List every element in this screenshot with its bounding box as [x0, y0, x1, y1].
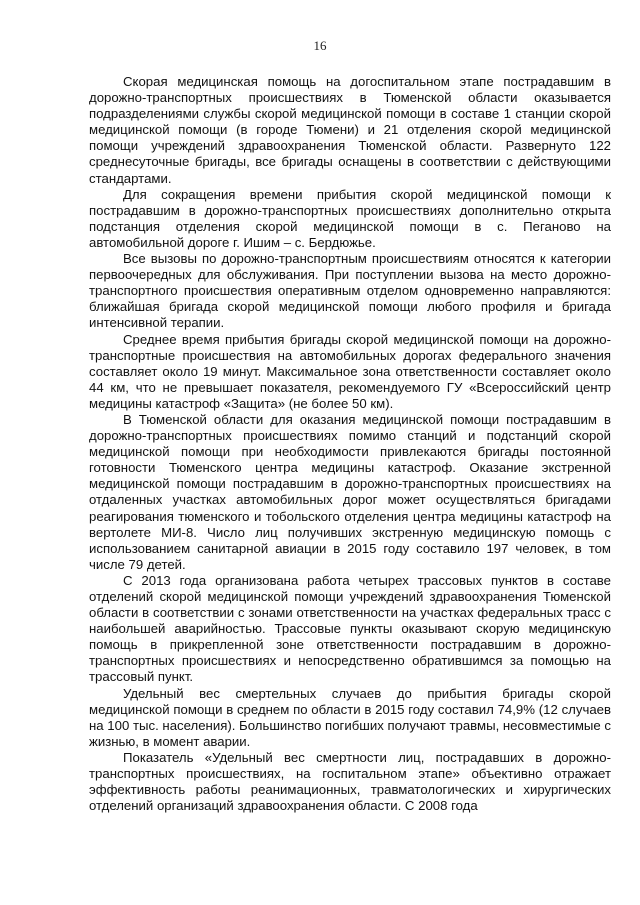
document-body — [89, 74, 611, 814]
paragraph-ambulance-service: Скорая медицинская помощь на догоспитальном этапе пострадавшим в дорожно-транспортных происшествиях в Тюменской области оказывается подразделениями службы скорой медицинской помощи в составе 1 станции скорой медицинской помощи (в городе Тюмени) и 21 отделения скорой медицинской помощи учреждений здравоохранения Тюменской области. Развернуто 122 среднесуточные бригады, все бригады оснащены в соответствии с действующими стандартами. — [89, 74, 611, 186]
paragraph-arrival-time: Среднее время прибытия бригады скорой медицинской помощи на дорожно-транспортные происшествия на автомобильных дорогах федерального значения составляет около 19 минут. Максимальное зона ответственности составляет около 44 км, что не превышает показателя, рекомендуемого ГУ «Всероссийский центр медицины катастроф «Защита» (не более 50 км). — [89, 331, 611, 411]
page-number: 16 — [313, 38, 327, 53]
paragraph-highway-points: С 2013 года организована работа четырех трассовых пунктов в составе отделений скорой медицинской помощи учреждений здравоохранения Тюменской области в соответствии с зонами ответственности на участках федеральных трасс с наибольшей аварийностью. Трассовые пункты оказывают скорую медицинскую помощь в прикрепленной зоне ответственности пострадавшим в дорожно-транспортных происшествиях и непосредственно обратившимся за помощью на трассовый пункт. — [89, 572, 611, 685]
paragraph-disaster-medicine: В Тюменской области для оказания медицинской помощи пострадавшим в дорожно-транспортных происшествиях помимо станций и подстанций скорой медицинской помощи при необходимости привлекаются бригады постоянной готовности Тюменского центра медицины катастроф. Оказание экстренной медицинской помощи пострадавшим в дорожно-транспортных происшествиях на отдаленных участках автомобильных дорог может осуществляться бригадами реагирования тюменского и тобольского отделения центра медицины катастроф на вертолете МИ-8. Число лиц получивших экстренную медицинскую помощь с использованием санитарной авиации в 2015 году составило 197 человек, в том числе 79 детей. — [89, 411, 611, 572]
paragraph-hospital-indicator: Показатель «Удельный вес смертности лиц, пострадавших в дорожно-транспортных происшествиях, на госпитальном этапе» объективно отражает эффективность работы реанимационных, травматологических и хирургических отделений организаций здравоохранения области. С 2008 года — [89, 749, 611, 814]
paragraph-priority-calls: Все вызовы по дорожно-транспортным происшествиям относятся к категории первоочередных для обслуживания. При поступлении вызова на место дорожно-транспортного происшествия оперативным отделом одновременно направляются: ближайшая бригада скорой медицинской помощи любого профиля и бригада интенсивной терапии. — [89, 251, 611, 331]
paragraph-peganovo-substation: Для сокращения времени прибытия скорой медицинской помощи к пострадавшим в дорожно-транспортных происшествиях дополнительно открыта подстанция отделения скорой медицинской помощи в с. Пеганово на автомобильной дороге г. Ишим – с. Бердюжье. — [89, 186, 611, 250]
paragraph-mortality-share: Удельный вес смертельных случаев до прибытия бригады скорой медицинской помощи в среднем по области в 2015 году составил 74,9% (12 случаев на 100 тыс. населения). Большинство погибших получают травмы, несовместимые с жизнью, в момент аварии. — [89, 685, 611, 749]
